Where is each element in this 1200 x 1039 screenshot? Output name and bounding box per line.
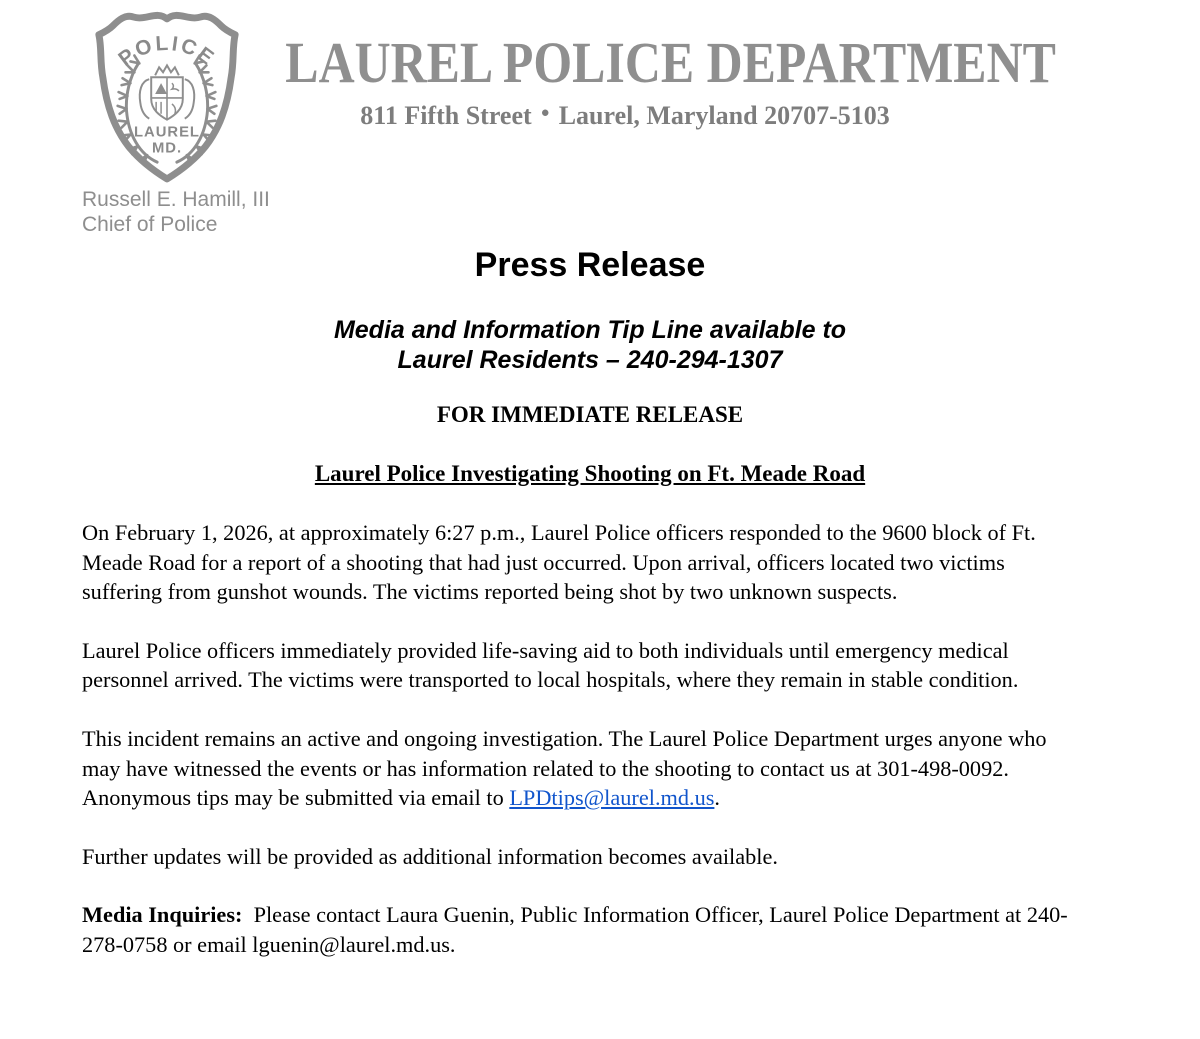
chief-title: Chief of Police — [82, 213, 218, 236]
media-inquiries-label: Media Inquiries: — [82, 902, 243, 928]
department-address — [230, 101, 1020, 131]
badge-state-text: MD. — [151, 140, 183, 157]
paragraph-aid: Laurel Police officers immediately provided life-saving aid to both individuals until emergency medical personnel arrived. The victims were transported to local hospitals, where they remain in stable condition. — [82, 637, 1019, 693]
media-inquiries-text: Please contact Laura Guenin, Public Information Officer, Laurel Police Department at 240-278-0758 or email lguenin@laurel.md.us. — [82, 902, 1068, 957]
paragraph-incident: On February 1, 2026, at approximately 6:27 p.m., Laurel Police officers responded to the 9600 block of Ft. Meade Road for a report of a shooting that had just occurred. Upon arrival, officers located two victims suffering from gunshot wounds. The victims reported being shot by two unknown suspects. — [82, 520, 1036, 605]
tip-line-1: Media and Information Tip Line available to — [333, 316, 847, 344]
badge-city-text: LAUREL — [134, 124, 200, 141]
badge-arc-text: POLICE — [114, 31, 220, 71]
letterhead — [230, 30, 1056, 131]
address-street: 811 Fifth Street — [360, 101, 532, 130]
paragraph-investigation-period: . — [714, 785, 720, 811]
release-content — [82, 246, 1098, 989]
police-badge-icon — [88, 6, 246, 186]
press-release-title: Press Release — [474, 246, 706, 284]
release-status: FOR IMMEDIATE RELEASE — [436, 402, 744, 427]
chief-signature-block — [82, 187, 270, 237]
address-separator-dot: ● — [540, 105, 550, 121]
address-city-state-zip: Laurel, Maryland 20707-5103 — [558, 101, 890, 130]
tip-line-2: Laurel Residents – 240-294-1307 — [397, 346, 783, 374]
paragraph-investigation — [82, 724, 1088, 813]
department-name: LAUREL POLICE DEPARTMENT — [285, 30, 1056, 95]
tip-line — [82, 315, 1098, 375]
chief-name: Russell E. Hamill, III — [82, 188, 270, 211]
paragraph-investigation-text: This incident remains an active and ongoing investigation. The Laurel Police Department urges anyone who may have witnessed the events or has information related to the shooting to contact us at 301-498-0092. Anonymous tips may be submitted via email to — [82, 725, 1047, 811]
paragraph-media-inquiries — [82, 900, 1088, 959]
release-headline: Laurel Police Investigating Shooting on Ft. Meade Road — [314, 461, 866, 486]
tips-email-link[interactable]: LPDtips@laurel.md.us — [509, 785, 715, 811]
paragraph-updates: Further updates will be provided as additional information becomes available. — [82, 843, 778, 869]
